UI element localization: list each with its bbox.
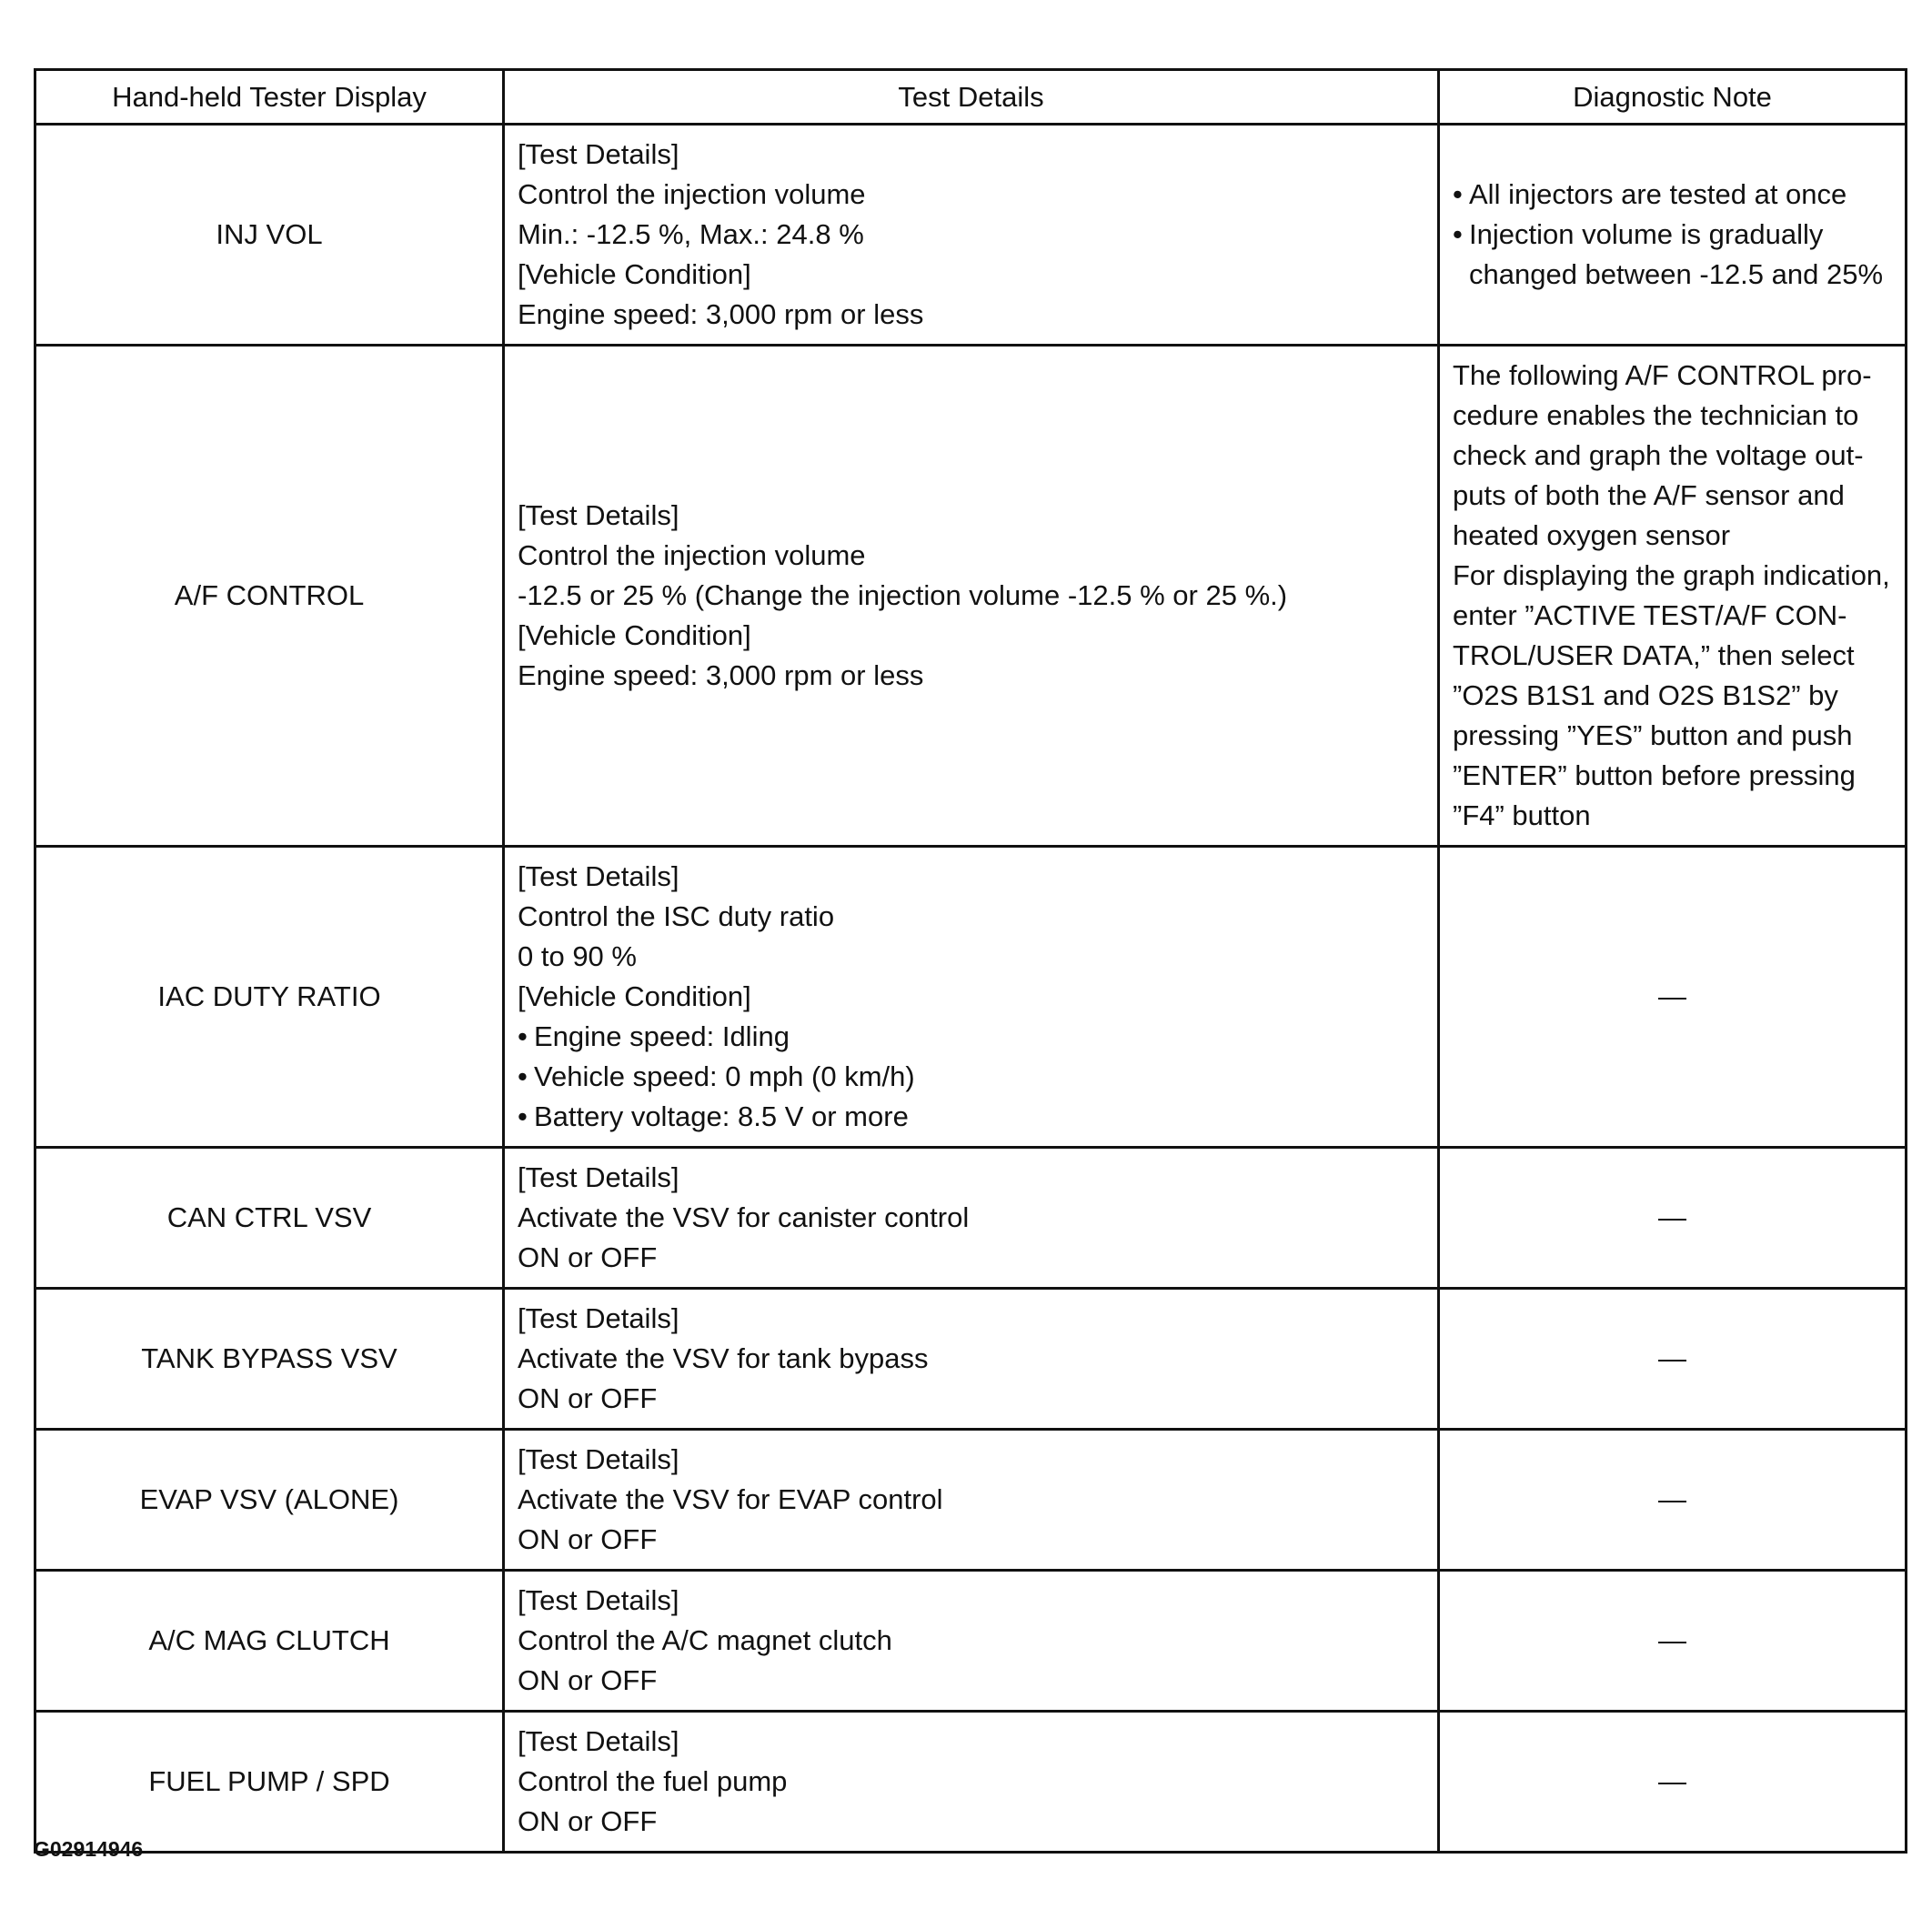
note-line: For displaying the graph indication, — [1453, 559, 1890, 591]
row-note-cell: — — [1439, 1571, 1907, 1712]
row-note-cell: — — [1439, 1148, 1907, 1289]
details-line: [Test Details] — [518, 1161, 679, 1193]
details-line: [Test Details] — [518, 138, 679, 170]
table-header-row — [35, 70, 1907, 125]
row-display-cell: CAN CTRL VSV — [35, 1148, 504, 1289]
row-note-cell: — — [1439, 1289, 1907, 1430]
header-tester-display: Hand-held Tester Display — [35, 70, 504, 125]
details-bullet-list — [518, 1017, 1424, 1137]
note-line: heated oxygen sensor — [1453, 519, 1731, 551]
details-line: Control the ISC duty ratio — [518, 900, 835, 932]
details-line: ON or OFF — [518, 1664, 658, 1696]
details-line: [Vehicle Condition] — [518, 258, 751, 290]
table-row — [35, 847, 1907, 1148]
header-test-details: Test Details — [504, 70, 1439, 125]
active-test-table — [34, 68, 1907, 1854]
row-display-cell: FUEL PUMP / SPD — [35, 1712, 504, 1853]
table-row — [35, 1571, 1907, 1712]
note-bullet-list — [1453, 175, 1892, 295]
row-note-cell: — — [1439, 1712, 1907, 1853]
note-bullet: • Injection volume is gradually changed between -12.5 and 25% — [1453, 215, 1892, 295]
details-bullet: • Vehicle speed: 0 mph (0 km/h) — [518, 1057, 1424, 1097]
row-details-cell — [504, 1712, 1439, 1853]
note-line: cedure enables the technician to — [1453, 399, 1859, 431]
row-details-cell — [504, 847, 1439, 1148]
details-line: [Test Details] — [518, 1443, 679, 1475]
row-note-cell: — — [1439, 847, 1907, 1148]
details-line: Engine speed: 3,000 rpm or less — [518, 298, 924, 330]
row-details-cell — [504, 1148, 1439, 1289]
details-line: [Test Details] — [518, 1725, 679, 1757]
row-display-cell: A/C MAG CLUTCH — [35, 1571, 504, 1712]
details-line: [Test Details] — [518, 860, 679, 892]
table-row — [35, 125, 1907, 346]
row-details-cell — [504, 346, 1439, 847]
details-line: Control the A/C magnet clutch — [518, 1624, 892, 1656]
row-note-cell — [1439, 125, 1907, 346]
row-display-cell: A/F CONTROL — [35, 346, 504, 847]
note-line: TROL/USER DATA,” then select — [1453, 639, 1855, 671]
table-row — [35, 1289, 1907, 1430]
details-bullet: • Engine speed: Idling — [518, 1017, 1424, 1057]
note-line: ”ENTER” button before pressing — [1453, 759, 1856, 791]
details-line: -12.5 or 25 % (Change the injection volume -12.5 % or 25 %.) — [518, 579, 1288, 611]
details-line: Activate the VSV for EVAP control — [518, 1483, 943, 1515]
row-note-cell: — — [1439, 1430, 1907, 1571]
active-test-table-container — [34, 68, 1905, 1854]
note-line: ”O2S B1S1 and O2S B1S2” by — [1453, 679, 1838, 711]
details-line: Activate the VSV for tank bypass — [518, 1342, 929, 1374]
row-display-cell: IAC DUTY RATIO — [35, 847, 504, 1148]
row-display-cell: EVAP VSV (ALONE) — [35, 1430, 504, 1571]
table-row — [35, 1712, 1907, 1853]
row-note-cell — [1439, 346, 1907, 847]
details-line: ON or OFF — [518, 1805, 658, 1837]
details-line: Activate the VSV for canister control — [518, 1201, 970, 1233]
details-line: [Vehicle Condition] — [518, 980, 751, 1012]
row-details-cell — [504, 125, 1439, 346]
row-details-cell — [504, 1289, 1439, 1430]
row-details-cell — [504, 1430, 1439, 1571]
row-display-cell: INJ VOL — [35, 125, 504, 346]
details-line: [Test Details] — [518, 499, 679, 531]
details-line: Control the injection volume — [518, 178, 866, 210]
row-details-cell — [504, 1571, 1439, 1712]
figure-id-label: G02914946 — [34, 1837, 144, 1861]
details-line: 0 to 90 % — [518, 940, 637, 972]
note-line: puts of both the A/F sensor and — [1453, 479, 1845, 511]
details-line: ON or OFF — [518, 1523, 658, 1555]
details-bullet: • Battery voltage: 8.5 V or more — [518, 1097, 1424, 1137]
details-line: ON or OFF — [518, 1382, 658, 1414]
table-row — [35, 1430, 1907, 1571]
details-line: ON or OFF — [518, 1241, 658, 1273]
table-row — [35, 346, 1907, 847]
note-line: enter ”ACTIVE TEST/A/F CON- — [1453, 599, 1847, 631]
note-line: The following A/F CONTROL pro- — [1453, 359, 1872, 391]
details-line: Control the injection volume — [518, 539, 866, 571]
note-line: pressing ”YES” button and push — [1453, 719, 1853, 751]
details-line: [Vehicle Condition] — [518, 619, 751, 651]
note-line: ”F4” button — [1453, 799, 1591, 831]
details-line: [Test Details] — [518, 1584, 679, 1616]
details-line: [Test Details] — [518, 1302, 679, 1334]
note-bullet: • All injectors are tested at once — [1453, 175, 1892, 215]
details-line: Control the fuel pump — [518, 1765, 788, 1797]
row-display-cell: TANK BYPASS VSV — [35, 1289, 504, 1430]
header-diagnostic-note: Diagnostic Note — [1439, 70, 1907, 125]
details-line: Min.: -12.5 %, Max.: 24.8 % — [518, 218, 864, 250]
table-row — [35, 1148, 1907, 1289]
details-line: Engine speed: 3,000 rpm or less — [518, 659, 924, 691]
note-line: check and graph the voltage out- — [1453, 439, 1864, 471]
